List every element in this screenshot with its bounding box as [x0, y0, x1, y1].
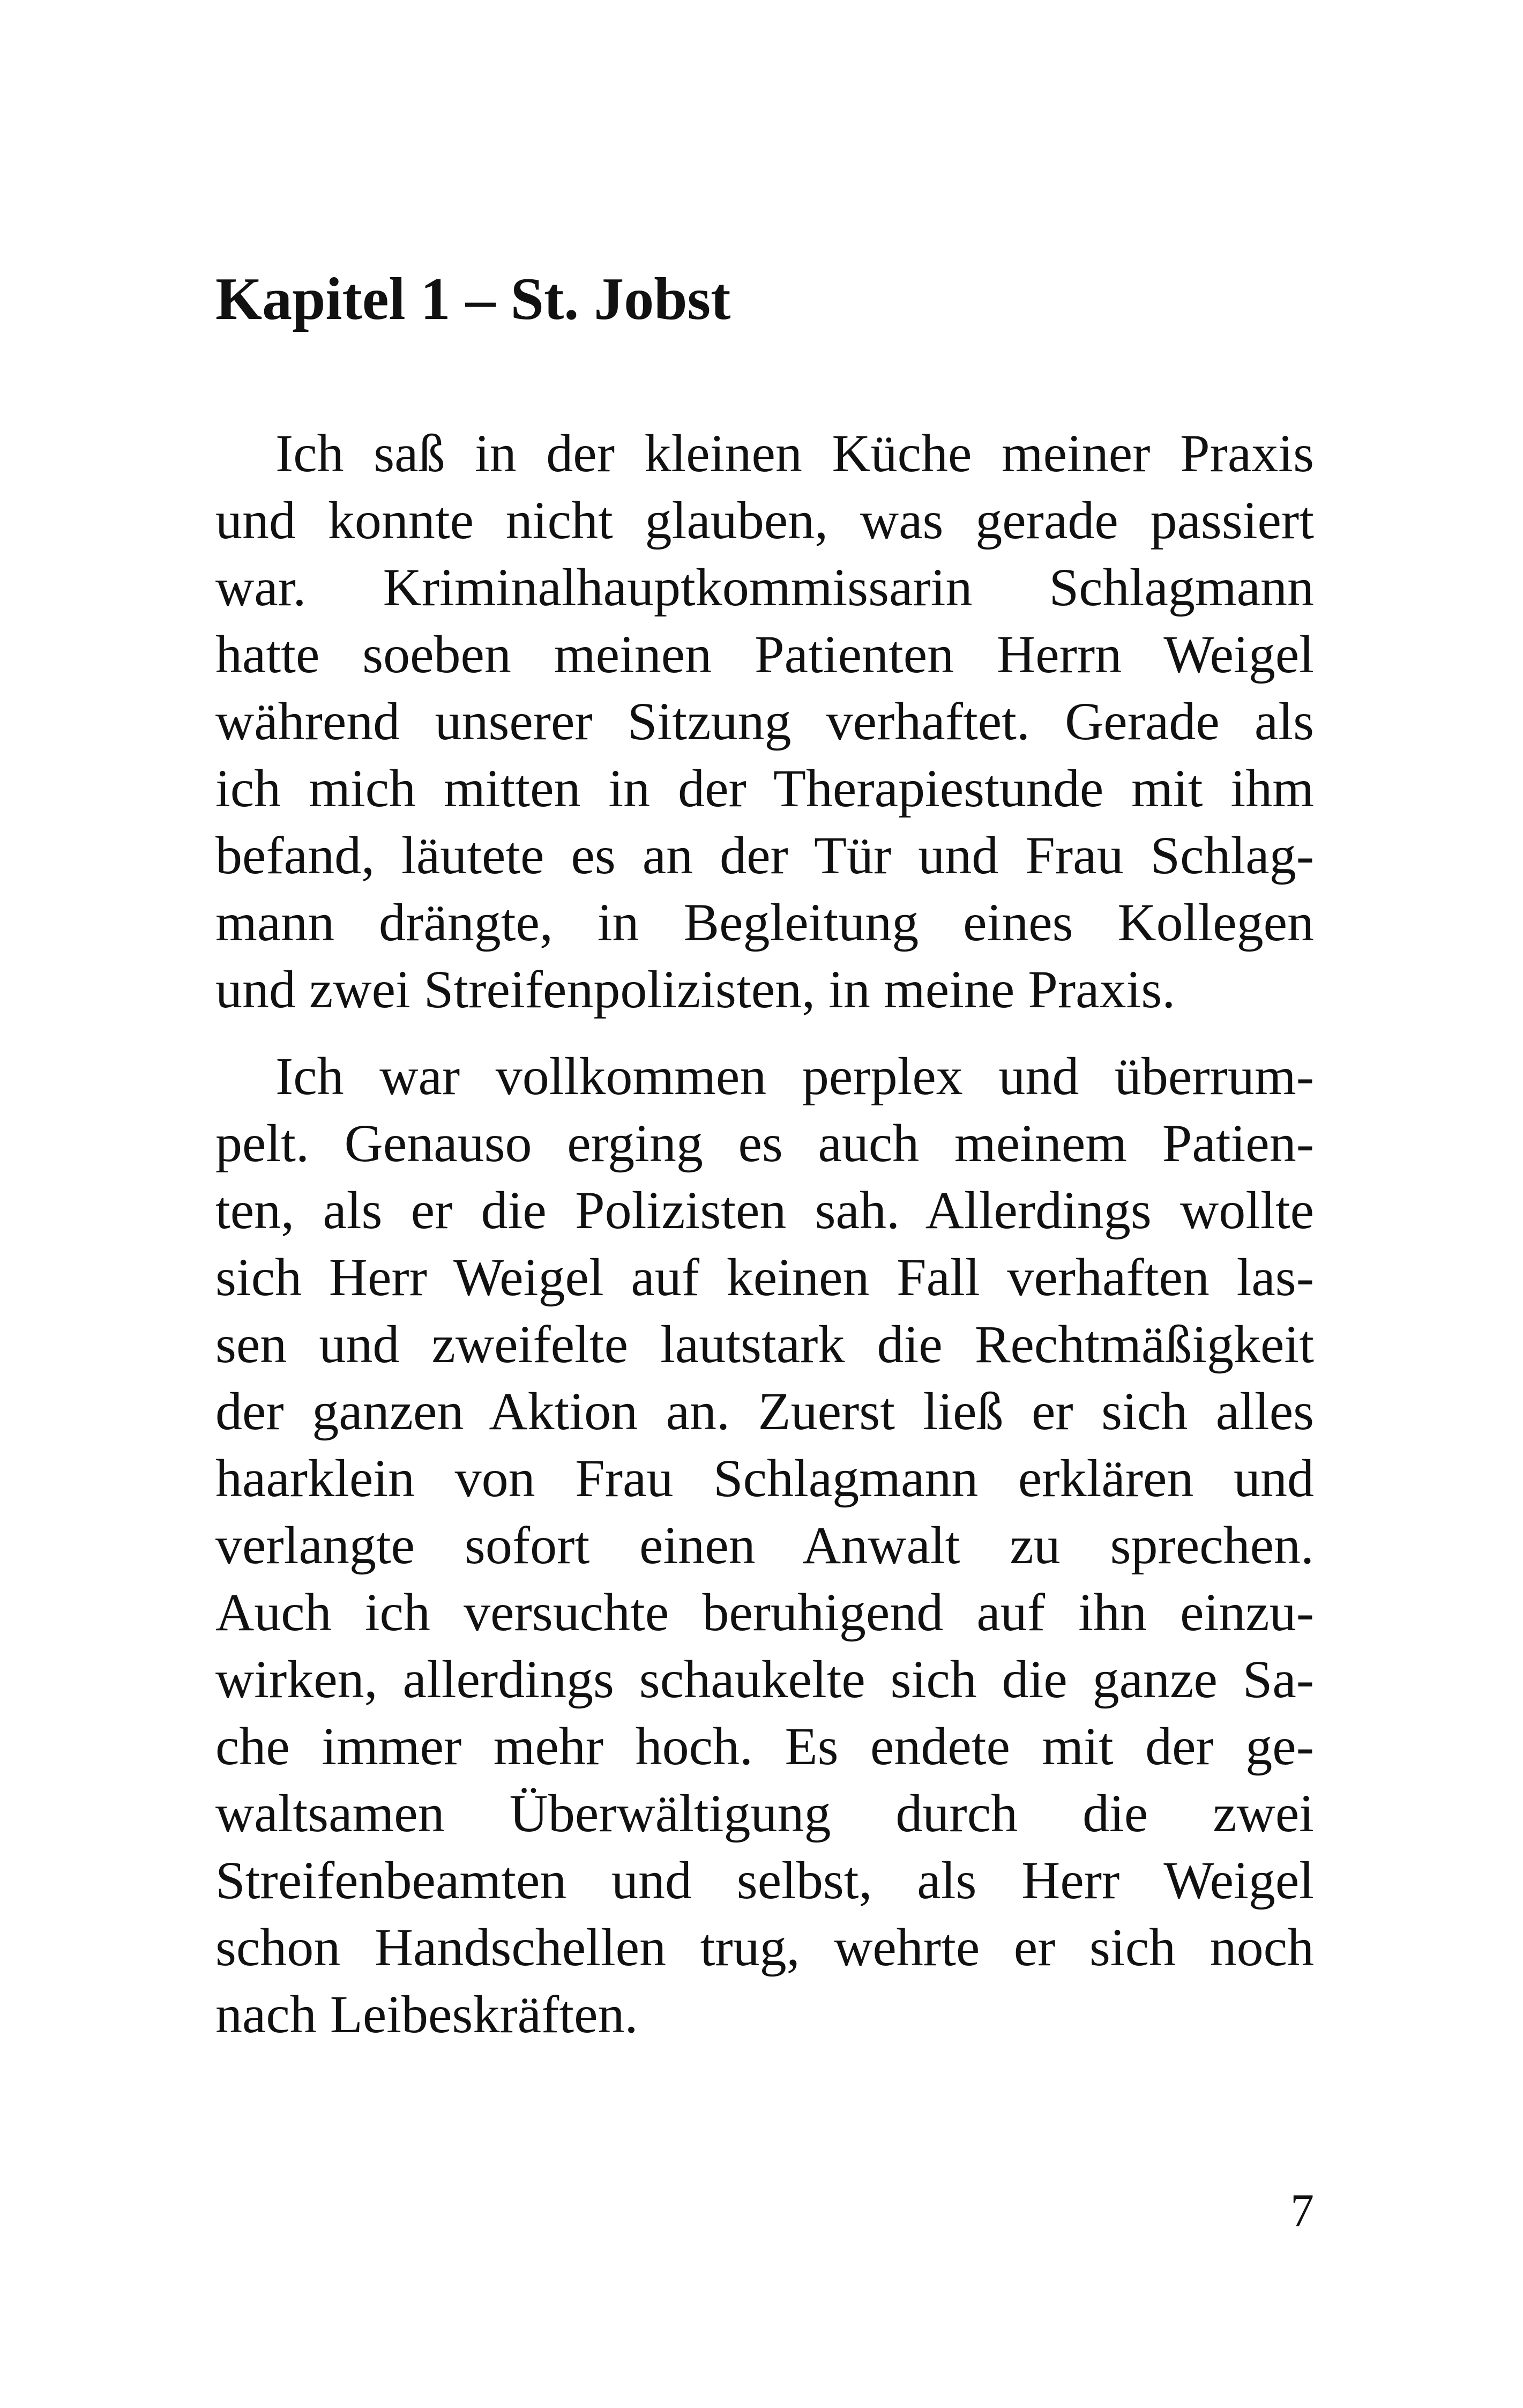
text-line: mann drängte, in Begleitung eines Kollegen — [215, 893, 1314, 952]
text-line: ich mich mitten in der Therapiestunde mit ihm — [215, 759, 1314, 818]
text-line: che immer mehr hoch. Es endete mit der ge- — [215, 1716, 1314, 1776]
text-line: schon Handschellen trug, wehrte er sich noch — [215, 1918, 1314, 1977]
text-line: der ganzen Aktion an. Zuerst ließ er sich alles — [215, 1381, 1314, 1441]
text-line: verlangte sofort einen Anwalt zu sprechen. — [215, 1515, 1314, 1575]
text-line: ten, als er die Polizisten sah. Allerdings wollte — [215, 1180, 1314, 1240]
chapter-title: Kapitel 1 – St. Jobst — [215, 266, 731, 332]
paragraph-2 — [215, 1043, 1314, 2048]
text-line: nach Leibeskräften. — [215, 1985, 638, 2044]
page-number: 7 — [1290, 2185, 1314, 2237]
text-line: war. Kriminalhauptkommissarin Schlagmann — [215, 558, 1314, 617]
text-line: wirken, allerdings schaukelte sich die ganze Sa- — [215, 1649, 1314, 1709]
text-line: Ich war vollkommen perplex und überrum- — [275, 1046, 1314, 1106]
text-line: befand, läutete es an der Tür und Frau Schlag- — [215, 826, 1314, 885]
text-line: und konnte nicht glauben, was gerade passiert — [215, 490, 1314, 550]
text-line: Ich saß in der kleinen Küche meiner Praxis — [275, 423, 1314, 483]
text-line: haarklein von Frau Schlagmann erklären und — [215, 1448, 1314, 1508]
text-line: während unserer Sitzung verhaftet. Gerade als — [215, 692, 1314, 751]
text-line: Streifenbeamten und selbst, als Herr Weigel — [215, 1850, 1314, 1910]
text-line: pelt. Genauso erging es auch meinem Patien- — [215, 1113, 1314, 1173]
text-line: und zwei Streifenpolizisten, in meine Praxis. — [215, 960, 1176, 1019]
text-line: waltsamen Überwältigung durch die zwei — [215, 1783, 1314, 1843]
paragraph-1 — [215, 420, 1314, 1023]
text-line: Auch ich versuchte beruhigend auf ihn einzu- — [215, 1582, 1314, 1642]
text-line: sich Herr Weigel auf keinen Fall verhaften las- — [215, 1247, 1314, 1307]
text-line: sen und zweifelte lautstark die Rechtmäßigkeit — [215, 1314, 1314, 1374]
text-line: hatte soeben meinen Patienten Herrn Weigel — [215, 625, 1314, 684]
